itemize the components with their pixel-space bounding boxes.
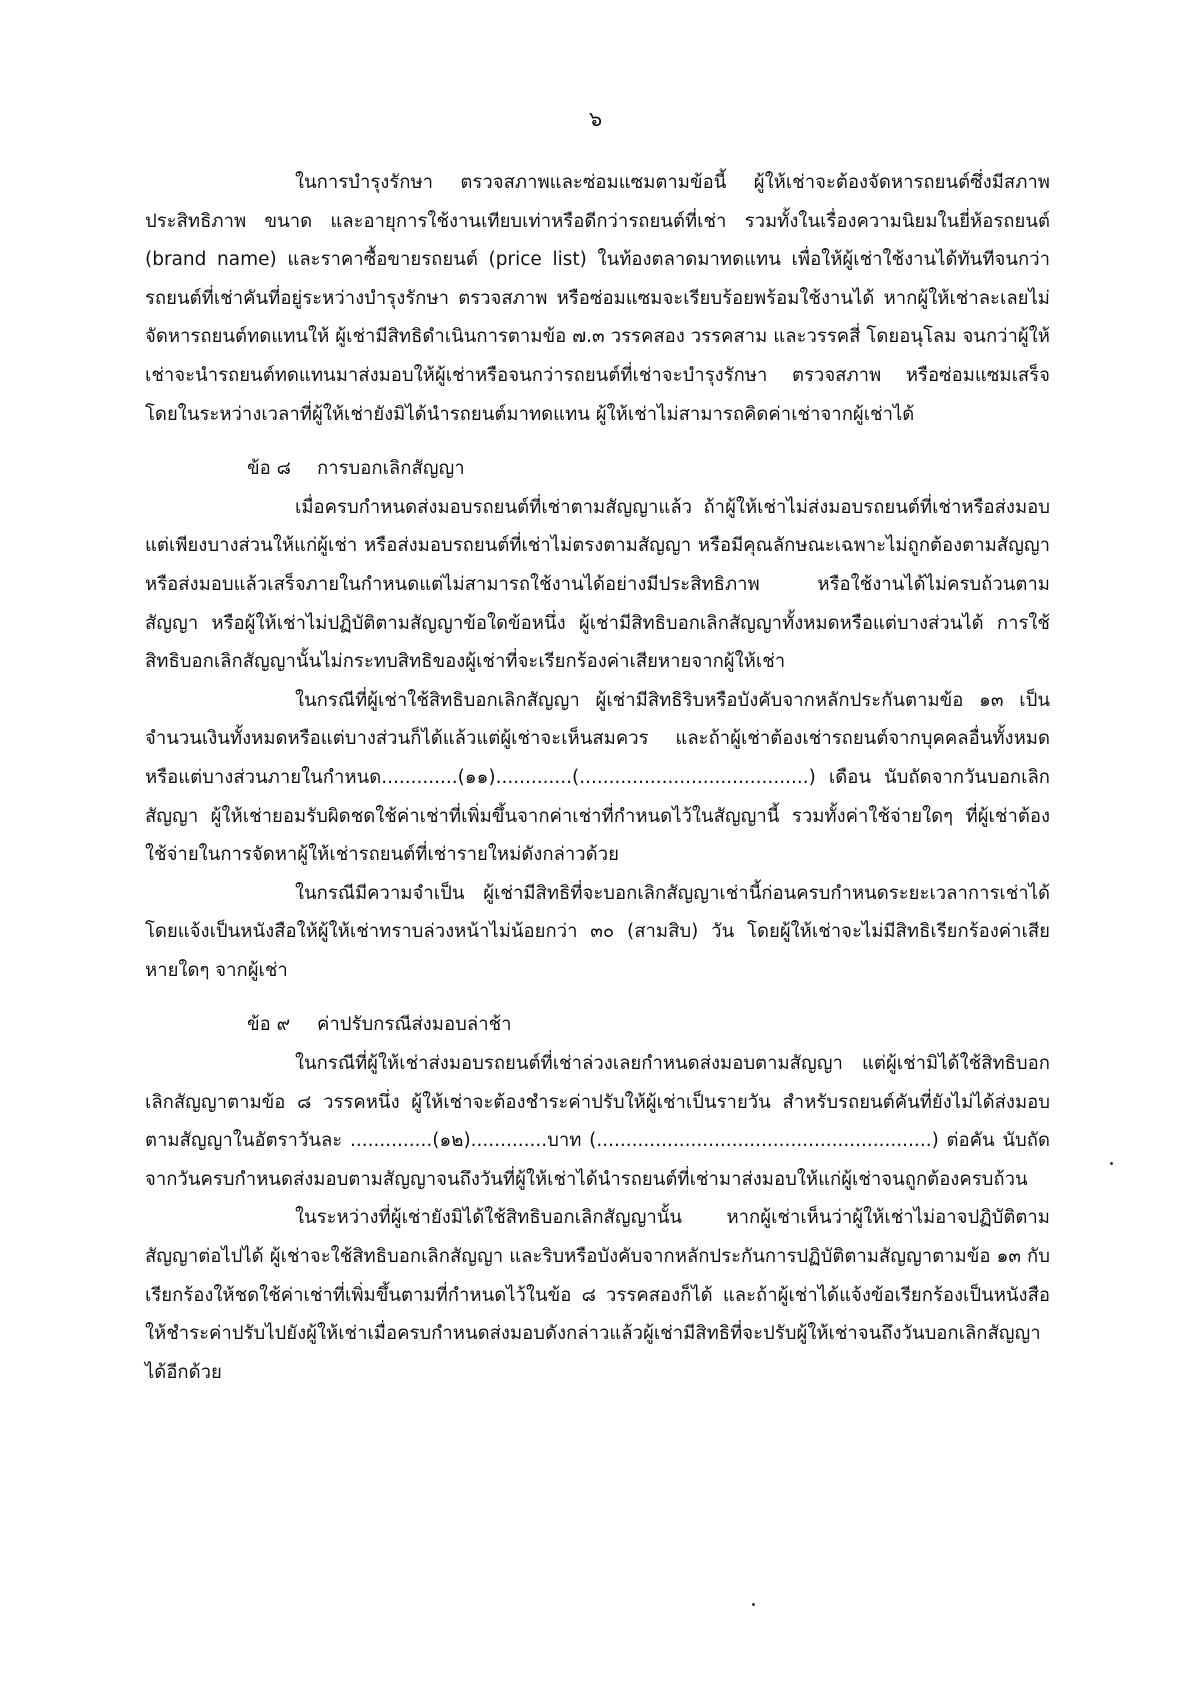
clause-9-number: ข้อ ๙ xyxy=(247,1014,291,1036)
clause-8-paragraph-2: ในกรณีที่ผู้เช่าใช้สิทธิบอกเลิกสัญญา ผู้เช่ามีสิทธิริบหรือบังคับจากหลักประกันตามข้อ ๑๓ เป็นจำนวนเงินทั้งหมดหรือแต่บางส่วนก็ได้แล้วแต่ผู้เช่าจะเห็นสมควร และถ้าผู้เช่าต้องเช่ารถยนต์จากบุคคลอื่นทั้งหมดหรือแต่บางส่วนภายในกำหนด.............(๑๑).............(.......................................) เดือน นับถัดจากวันบอกเลิกสัญญา ผู้ให้เช่ายอมรับผิดชดใช้ค่าเช่าที่เพิ่มขึ้นจากค่าเช่าที่กำหนดไว้ในสัญญานี้ รวมทั้งค่าใช้จ่ายใดๆ ที่ผู้เช่าต้องใช้จ่ายในการจัดหาผู้ให้เช่ารถยนต์ที่เช่ารายใหม่ดังกล่าวด้วย xyxy=(145,689,1050,866)
clause-9-title: ค่าปรับกรณีส่งมอบล่าช้า xyxy=(317,1014,512,1036)
clause-8-number: ข้อ ๘ xyxy=(247,458,291,480)
clause-8-paragraph-3: ในกรณีมีความจำเป็น ผู้เช่ามีสิทธิที่จะบอกเลิกสัญญาเช่านี้ก่อนครบกำหนดระยะเวลาการเช่าได้ โดยแจ้งเป็นหนังสือให้ผู้ให้เช่าทราบล่วงหน้าไม่น้อยกว่า ๓๐ (สามสิบ) วัน โดยผู้ให้เช่าจะไม่มีสิทธิเรียกร้องค่าเสียหายใดๆ จากผู้เช่า xyxy=(145,882,1050,981)
clause-8-paragraph-1: เมื่อครบกำหนดส่งมอบรถยนต์ที่เช่าตามสัญญาแล้ว ถ้าผู้ให้เช่าไม่ส่งมอบรถยนต์ที่เช่าหรือส่งมอบแต่เพียงบางส่วนให้แก่ผู้เช่า หรือส่งมอบรถยนต์ที่เช่าไม่ตรงตามสัญญา หรือมีคุณลักษณะเฉพาะไม่ถูกต้องตามสัญญา หรือส่งมอบแล้วเสร็จภายในกำหนดแต่ไม่สามารถใช้งานได้อย่างมีประสิทธิภาพ หรือใช้งานได้ไม่ครบถ้วนตามสัญญา หรือผู้ให้เช่าไม่ปฏิบัติตามสัญญาข้อใดข้อหนึ่ง ผู้เช่ามีสิทธิบอกเลิกสัญญาทั้งหมดหรือแต่บางส่วนได้ การใช้สิทธิบอกเลิกสัญญานั้นไม่กระทบสิทธิของผู้เช่าที่จะเรียกร้องค่าเสียหายจากผู้ให้เช่า xyxy=(145,496,1050,673)
clause-8-title: การบอกเลิกสัญญา xyxy=(317,458,465,480)
document-body xyxy=(145,164,1050,1392)
intro-paragraph xyxy=(145,164,1050,434)
scan-speck xyxy=(752,1603,755,1606)
scan-speck xyxy=(1110,1162,1113,1165)
clause-9-paragraph-1: ในกรณีที่ผู้ให้เช่าส่งมอบรถยนต์ที่เช่าล่วงเลยกำหนดส่งมอบตามสัญญา แต่ผู้เช่ามิได้ใช้สิทธิบอกเลิกสัญญาตามข้อ ๘ วรรคหนึ่ง ผู้ให้เช่าจะต้องชำระค่าปรับให้ผู้เช่าเป็นรายวัน สำหรับรถยนต์คันที่ยังไม่ได้ส่งมอบตามสัญญาในอัตราวันละ ..............(๑๒).............บาท (.........................................................) ต่อคัน นับถัดจากวันครบกำหนดส่งมอบตามสัญญาจนถึงวันที่ผู้ให้เช่าได้นำรถยนต์ที่เช่ามาส่งมอบให้แก่ผู้เช่าจนถูกต้องครบถ้วน xyxy=(145,1053,1050,1190)
clause-9-heading xyxy=(145,1006,1050,1045)
intro-paragraph-text: ในการบำรุงรักษา ตรวจสภาพและซ่อมแซมตามข้อนี้ ผู้ให้เช่าจะต้องจัดหารถยนต์ซึ่งมีสภาพ ประสิทธิภาพ ขนาด และอายุการใช้งานเทียบเท่าหรือดีกว่ารถยนต์ที่เช่า รวมทั้งในเรื่องความนิยมในยี่ห้อรถยนต์ (brand name) และราคาซื้อขายรถยนต์ (price list) ในท้องตลาดมาทดแทน เพื่อให้ผู้เช่าใช้งานได้ทันทีจนกว่ารถยนต์ที่เช่าคันที่อยู่ระหว่างบำรุงรักษา ตรวจสภาพ หรือซ่อมแซมจะเรียบร้อยพร้อมใช้งานได้ หากผู้ให้เช่าละเลยไม่จัดหารถยนต์ทดแทนให้ ผู้เช่ามีสิทธิดำเนินการตามข้อ ๗.๓ วรรคสอง วรรคสาม และวรรคสี่ โดยอนุโลม จนกว่าผู้ให้เช่าจะนำรถยนต์ทดแทนมาส่งมอบให้ผู้เช่าหรือจนกว่ารถยนต์ที่เช่าจะบำรุงรักษา ตรวจสภาพ หรือซ่อมแซมเสร็จ โดยในระหว่างเวลาที่ผู้ให้เช่ายังมิได้นำรถยนต์มาทดแทน ผู้ให้เช่าไม่สามารถคิดค่าเช่าจากผู้เช่าได้ xyxy=(145,172,1050,425)
clause-8-heading xyxy=(145,450,1050,489)
page-number: ๖ xyxy=(588,107,603,131)
clause-9-paragraph-2: ในระหว่างที่ผู้เช่ายังมิได้ใช้สิทธิบอกเลิกสัญญานั้น หากผู้เช่าเห็นว่าผู้ให้เช่าไม่อาจปฏิบัติตามสัญญาต่อไปได้ ผู้เช่าจะใช้สิทธิบอกเลิกสัญญา และริบหรือบังคับจากหลักประกันการปฏิบัติตามสัญญาตามข้อ ๑๓ กับเรียกร้องให้ชดใช้ค่าเช่าที่เพิ่มขึ้นตามที่กำหนดไว้ในข้อ ๘ วรรคสองก็ได้ และถ้าผู้เช่าได้แจ้งข้อเรียกร้องเป็นหนังสือให้ชำระค่าปรับไปยังผู้ให้เช่าเมื่อครบกำหนดส่งมอบดังกล่าวแล้วผู้เช่ามีสิทธิที่จะปรับผู้ให้เช่าจนถึงวันบอกเลิกสัญญาได้อีกด้วย xyxy=(145,1207,1050,1383)
